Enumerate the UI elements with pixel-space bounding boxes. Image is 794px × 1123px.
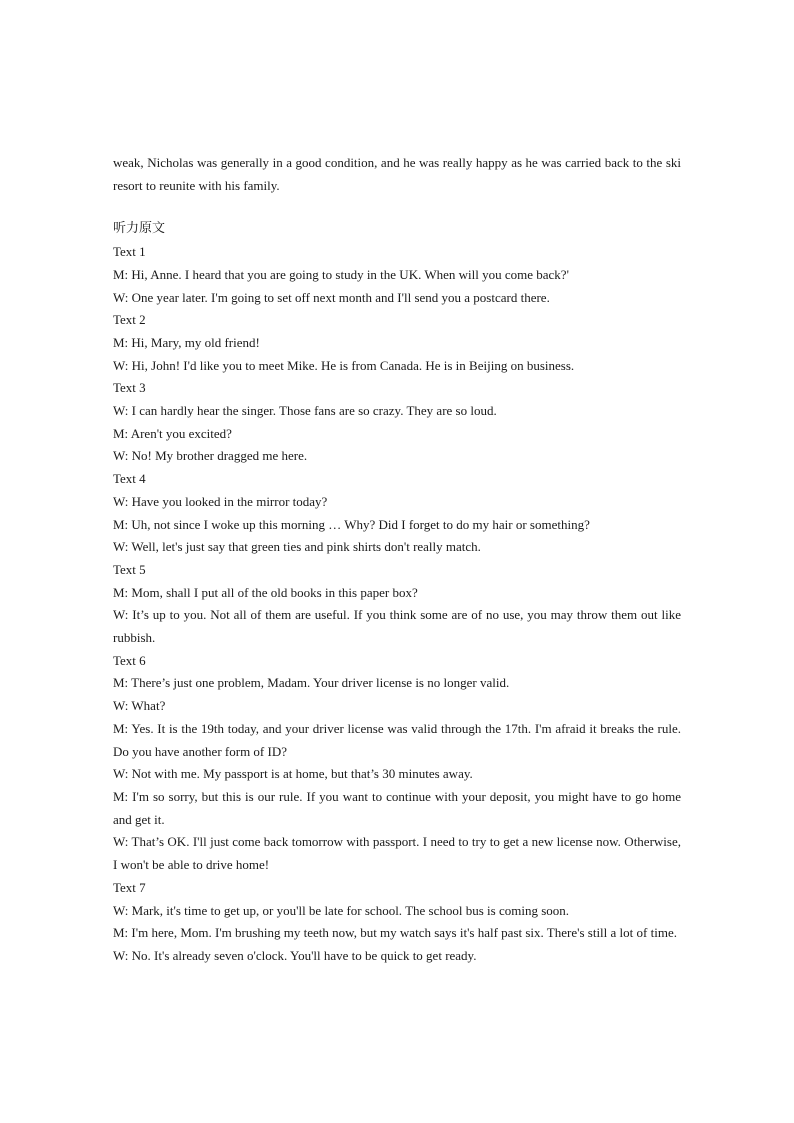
dialogue-heading: Text 2: [113, 312, 146, 328]
dialogue-section: [113, 377, 681, 468]
dialogue-line: M: Hi, Mary, my old friend!: [113, 334, 260, 350]
dialogue-line: M: Aren't you excited?: [113, 425, 232, 441]
dialogue-line: M: I'm here, Mom. I'm brushing my teeth now, but my watch says it's half past six. There's still a lot of time.: [113, 925, 677, 941]
dialogue-line: W: No. It's already seven o'clock. You'll have to be quick to get ready.: [113, 947, 477, 963]
section-title: 听力原文: [113, 221, 166, 237]
dialogue-line: W: Mark, it's time to get up, or you'll be late for school. The school bus is coming soon.: [113, 902, 570, 918]
dialogue-line: W: Not with me. My passport is at home, but that’s 30 minutes away.: [113, 766, 473, 782]
dialogue-line: W: Well, let's just say that green ties and pink shirts don't really match.: [113, 539, 481, 555]
dialogue-line: W: Have you looked in the mirror today?: [113, 493, 328, 509]
dialogue-section: [113, 559, 681, 650]
dialogue-heading: Text 6: [113, 652, 146, 668]
dialogue-section: [113, 650, 681, 877]
dialogue-heading: Text 1: [113, 244, 146, 260]
dialogue-list: [113, 241, 681, 968]
dialogue-line: W: One year later. I'm going to set off next month and I'll send you a postcard there.: [113, 289, 550, 305]
dialogue-line: M: I'm so sorry, but this is our rule. If you want to continue with your deposit, you might have to go home and get it.: [113, 788, 681, 827]
dialogue-line: M: Mom, shall I put all of the old books in this paper box?: [113, 584, 418, 600]
dialogue-line: M: There’s just one problem, Madam. Your driver license is no longer valid.: [113, 675, 510, 691]
dialogue-heading: Text 5: [113, 561, 146, 577]
document-page: [113, 152, 681, 968]
dialogue-line: W: No! My brother dragged me here.: [113, 448, 308, 464]
dialogue-heading: Text 7: [113, 879, 146, 895]
dialogue-line: M: Uh, not since I woke up this morning … Why? Did I forget to do my hair or something?: [113, 516, 590, 532]
dialogue-line: W: What?: [113, 698, 166, 714]
dialogue-line: W: I can hardly hear the singer. Those fans are so crazy. They are so loud.: [113, 403, 497, 419]
dialogue-line: M: Yes. It is the 19th today, and your driver license was valid through the 17th. I'm afraid it breaks the rule. Do you have another form of ID?: [113, 720, 681, 759]
dialogue-line: W: It’s up to you. Not all of them are useful. If you think some are of no use, you may throw them out like rubbish.: [113, 607, 681, 646]
dialogue-line: W: That’s OK. I'll just come back tomorrow with passport. I need to try to get a new license now. Otherwise, I won't be able to drive home!: [113, 834, 681, 873]
dialogue-section: [113, 309, 681, 377]
dialogue-heading: Text 4: [113, 471, 146, 487]
dialogue-section: [113, 468, 681, 559]
intro-paragraph: weak, Nicholas was generally in a good condition, and he was really happy as he was carried back to the ski resort to reunite with his family.: [113, 155, 681, 193]
dialogue-line: M: Hi, Anne. I heard that you are going to study in the UK. When will you come back?': [113, 266, 569, 282]
dialogue-line: W: Hi, John! I'd like you to meet Mike. He is from Canada. He is in Beijing on business.: [113, 357, 575, 373]
dialogue-section: [113, 241, 681, 309]
dialogue-heading: Text 3: [113, 380, 146, 396]
dialogue-section: [113, 877, 681, 968]
